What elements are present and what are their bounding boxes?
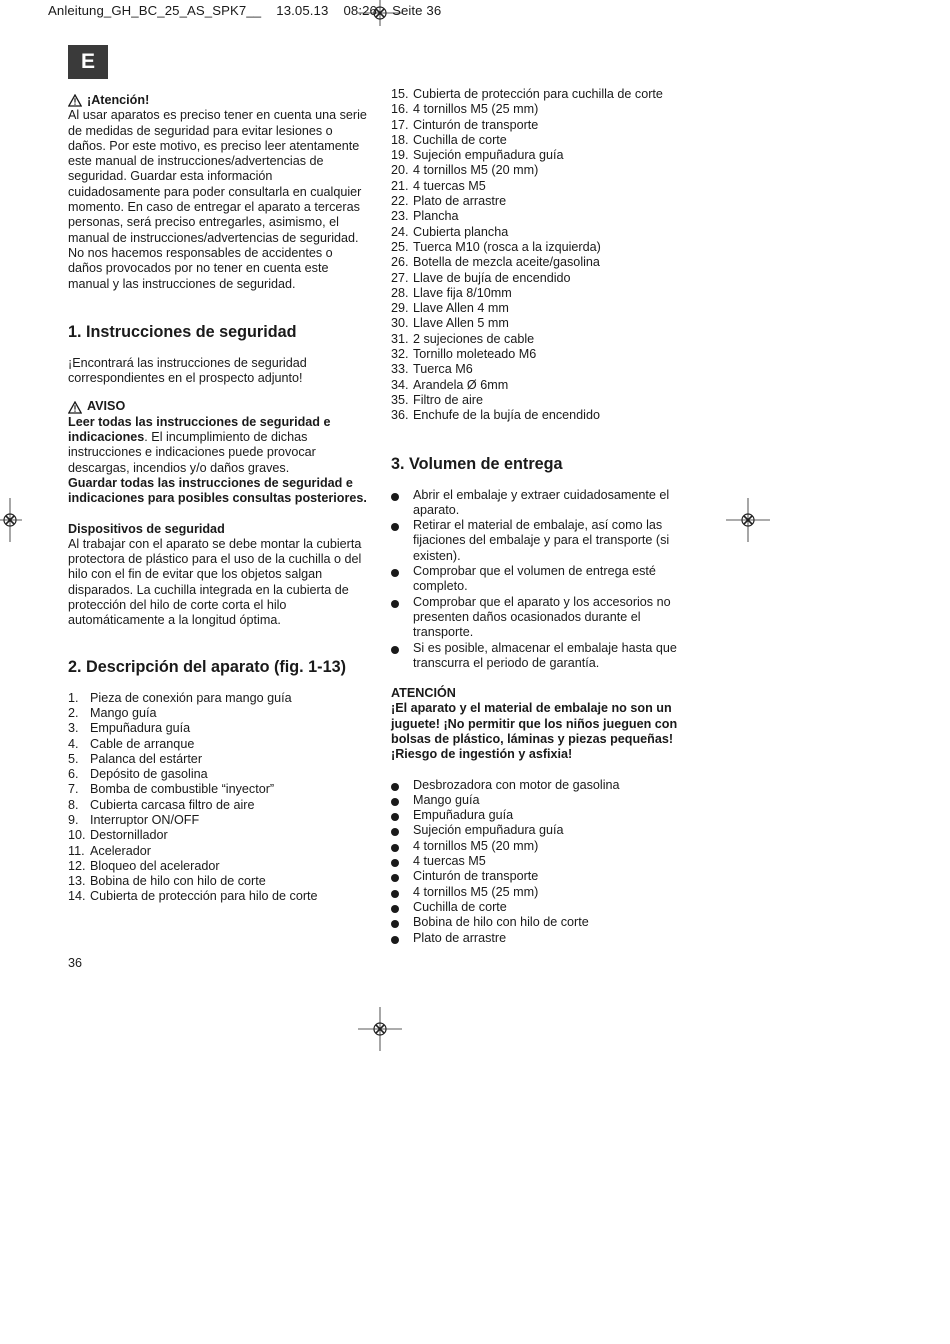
list-item: 23. Plancha [391, 209, 459, 224]
aviso-title: AVISO [87, 399, 126, 414]
list-item: 16. 4 tornillos M5 (25 mm) [391, 102, 539, 117]
list-item: 4. Cable de arranque [68, 736, 195, 751]
bullet-icon [391, 931, 413, 946]
registration-mark-right-icon [726, 498, 770, 542]
bullet-icon [391, 641, 413, 672]
atencion-text: ¡El aparato y el material de embalaje no son un juguete! ¡No permitir que los niños jueguen con bolsas de plástico, láminas y piezas pequeñas! ¡Riesgo de ingestión y asfixia! [391, 701, 678, 762]
list-item: 28. Llave fija 8/10mm [391, 285, 512, 300]
aviso-paragraph [68, 415, 368, 476]
warning-triangle-icon [68, 401, 82, 414]
list-item: Retirar el material de embalaje, así como las fijaciones del embalaje y para el transporte (si existen). [391, 518, 691, 564]
list-item: 27. Llave de bujía de encendido [391, 270, 571, 285]
list-item: 4 tuercas M5 [391, 854, 691, 869]
aviso-text: . El incumplimiento de dichas instrucciones e indicaciones puede provocar descargas, incendios y/o daños graves. [68, 430, 316, 475]
list-item: 13. Bobina de hilo con hilo de corte [68, 874, 266, 889]
list-item: 29. Llave Allen 4 mm [391, 301, 509, 316]
list-item: 12. Bloqueo del acelerador [68, 858, 220, 873]
list-item: Comprobar que el volumen de entrega esté completo. [391, 564, 691, 595]
list-item: 3. Empuñadura guía [68, 721, 191, 736]
bullet-icon [391, 823, 413, 838]
warning-triangle-icon [68, 94, 82, 107]
list-item: 32. Tornillo moleteado M6 [391, 347, 537, 362]
list-item: 1. Pieza de conexión para mango guía [68, 690, 292, 705]
bullet-icon [391, 793, 413, 808]
left-column [68, 93, 368, 905]
list-item: 2. Mango guía [68, 705, 157, 720]
header-filename: Anleitung_GH_BC_25_AS_SPK7__ [48, 3, 262, 18]
list-item: 25. Tuerca M10 (rosca a la izquierda) [391, 239, 601, 254]
list-item: 19. Sujeción empuñadura guía [391, 148, 564, 163]
list-item: Abrir el embalaje y extraer cuidadosamente el aparato. [391, 488, 691, 519]
header-time: 08:26 [343, 3, 377, 18]
list-item: Bobina de hilo con hilo de corte [391, 915, 691, 930]
registration-mark-top-icon [358, 0, 402, 26]
attention-title: ¡Atención! [87, 93, 150, 107]
registration-mark-left-icon [0, 498, 22, 542]
list-item: 15. Cubierta de protección para cuchilla de corte [391, 87, 663, 101]
list-item: 9. Interruptor ON/OFF [68, 812, 200, 827]
bullet-icon [391, 839, 413, 854]
aviso-bold-lead: Leer todas las instrucciones de seguridad e indicaciones [68, 414, 331, 445]
list-item: 6. Depósito de gasolina [68, 767, 208, 782]
right-column [391, 87, 691, 946]
list-item: 7. Bomba de combustible “inyector” [68, 782, 275, 797]
list-item: 33. Tuerca M6 [391, 362, 473, 377]
list-item: 20. 4 tornillos M5 (20 mm) [391, 163, 539, 178]
devices-title: Dispositivos de seguridad [68, 521, 225, 536]
registration-mark-bottom-icon [358, 1007, 402, 1051]
list-item: 17. Cinturón de transporte [391, 117, 539, 132]
section-1-title: 1. Instrucciones de seguridad [68, 322, 297, 341]
list-item: Si es posible, almacenar el embalaje hasta que transcurra el periodo de garantía. [391, 641, 691, 672]
list-item: 4 tornillos M5 (25 mm) [391, 885, 691, 900]
section-2-title: 2. Descripción del aparato (fig. 1-13) [68, 657, 346, 676]
list-item: Empuñadura guía [391, 808, 691, 823]
list-item: Plato de arrastre [391, 931, 691, 946]
bullet-icon [391, 885, 413, 900]
aviso-bold-keep: Guardar todas las instrucciones de seguridad e indicaciones para posibles consultas posteriores. [68, 475, 367, 506]
list-item: 30. Llave Allen 5 mm [391, 316, 509, 331]
bullet-icon [391, 518, 413, 564]
devices-text: Al trabajar con el aparato se debe montar la cubierta protectora de plástico para el uso de la cuchilla o del hilo con el fin de evitar que los objetos salgan disparados. La cuchilla integrada en la cubierta de protección del hilo de corte corta el hilo automáticamente a la longitud óptima. [68, 536, 362, 628]
page-number: 36 [68, 956, 83, 970]
bullet-icon [391, 595, 413, 641]
list-item: 26. Botella de mezcla aceite/gasolina [391, 255, 600, 270]
list-item: Sujeción empuñadura guía [391, 823, 691, 838]
delivery-contents [391, 778, 691, 946]
bullet-icon [391, 854, 413, 869]
atencion-title: ATENCIÓN [391, 686, 456, 701]
section-1-intro: ¡Encontrará las instrucciones de seguridad correspondientes en el prospecto adjunto! [68, 355, 307, 386]
parts-list-right [391, 87, 691, 424]
list-item: 8. Cubierta carcasa filtro de aire [68, 797, 255, 812]
list-item: 24. Cubierta plancha [391, 224, 509, 239]
list-item: Cinturón de transporte [391, 869, 691, 884]
attention-heading [68, 93, 368, 108]
unpacking-steps [391, 488, 691, 672]
section-3-title: 3. Volumen de entrega [391, 454, 563, 473]
parts-list-left [68, 691, 368, 905]
list-item: Desbrozadora con motor de gasolina [391, 778, 691, 793]
list-item: 18. Cuchilla de corte [391, 132, 507, 147]
bullet-icon [391, 808, 413, 823]
bullet-icon [391, 869, 413, 884]
header-page-label: Seite 36 [392, 3, 442, 18]
list-item: 4 tornillos M5 (20 mm) [391, 839, 691, 854]
bullet-icon [391, 915, 413, 930]
list-item: 5. Palanca del estárter [68, 751, 203, 766]
list-item: 35. Filtro de aire [391, 392, 483, 407]
header-date: 13.05.13 [276, 3, 329, 18]
list-item: 14. Cubierta de protección para hilo de corte [68, 889, 318, 904]
list-item: 11. Acelerador [68, 843, 151, 858]
list-item: 36. Enchufe de la bujía de encendido [391, 408, 600, 423]
language-badge: E [68, 45, 108, 79]
list-item: Mango guía [391, 793, 691, 808]
bullet-icon [391, 488, 413, 519]
list-item: 31. 2 sujeciones de cable [391, 331, 535, 346]
list-item: Cuchilla de corte [391, 900, 691, 915]
list-item: 34. Arandela Ø 6mm [391, 377, 509, 392]
attention-text: Al usar aparatos es preciso tener en cuenta una serie de medidas de seguridad para evitar lesiones o daños. Por este motivo, es preciso leer atentamente este manual de instrucciones/advertencias de seguridad. Guardar esta información cuidadosamente para poder consultarla en cualquier momento. En caso de entregar el aparato a terceras personas, será preciso entregarles, asimismo, el manual de instrucciones/advertencias de seguridad. No nos hacemos responsables de accidentes o daños provocados por no tener en cuenta este manual y las instrucciones de seguridad. [68, 108, 367, 291]
list-item: 10. Destornillador [68, 828, 168, 843]
list-item: 21. 4 tuercas M5 [391, 178, 486, 193]
bullet-icon [391, 564, 413, 595]
bullet-icon [391, 900, 413, 915]
list-item: Comprobar que el aparato y los accesorios no presenten daños ocasionados durante el transporte. [391, 595, 691, 641]
aviso-heading [68, 399, 368, 414]
list-item: 22. Plato de arrastre [391, 194, 507, 209]
bullet-icon [391, 778, 413, 793]
